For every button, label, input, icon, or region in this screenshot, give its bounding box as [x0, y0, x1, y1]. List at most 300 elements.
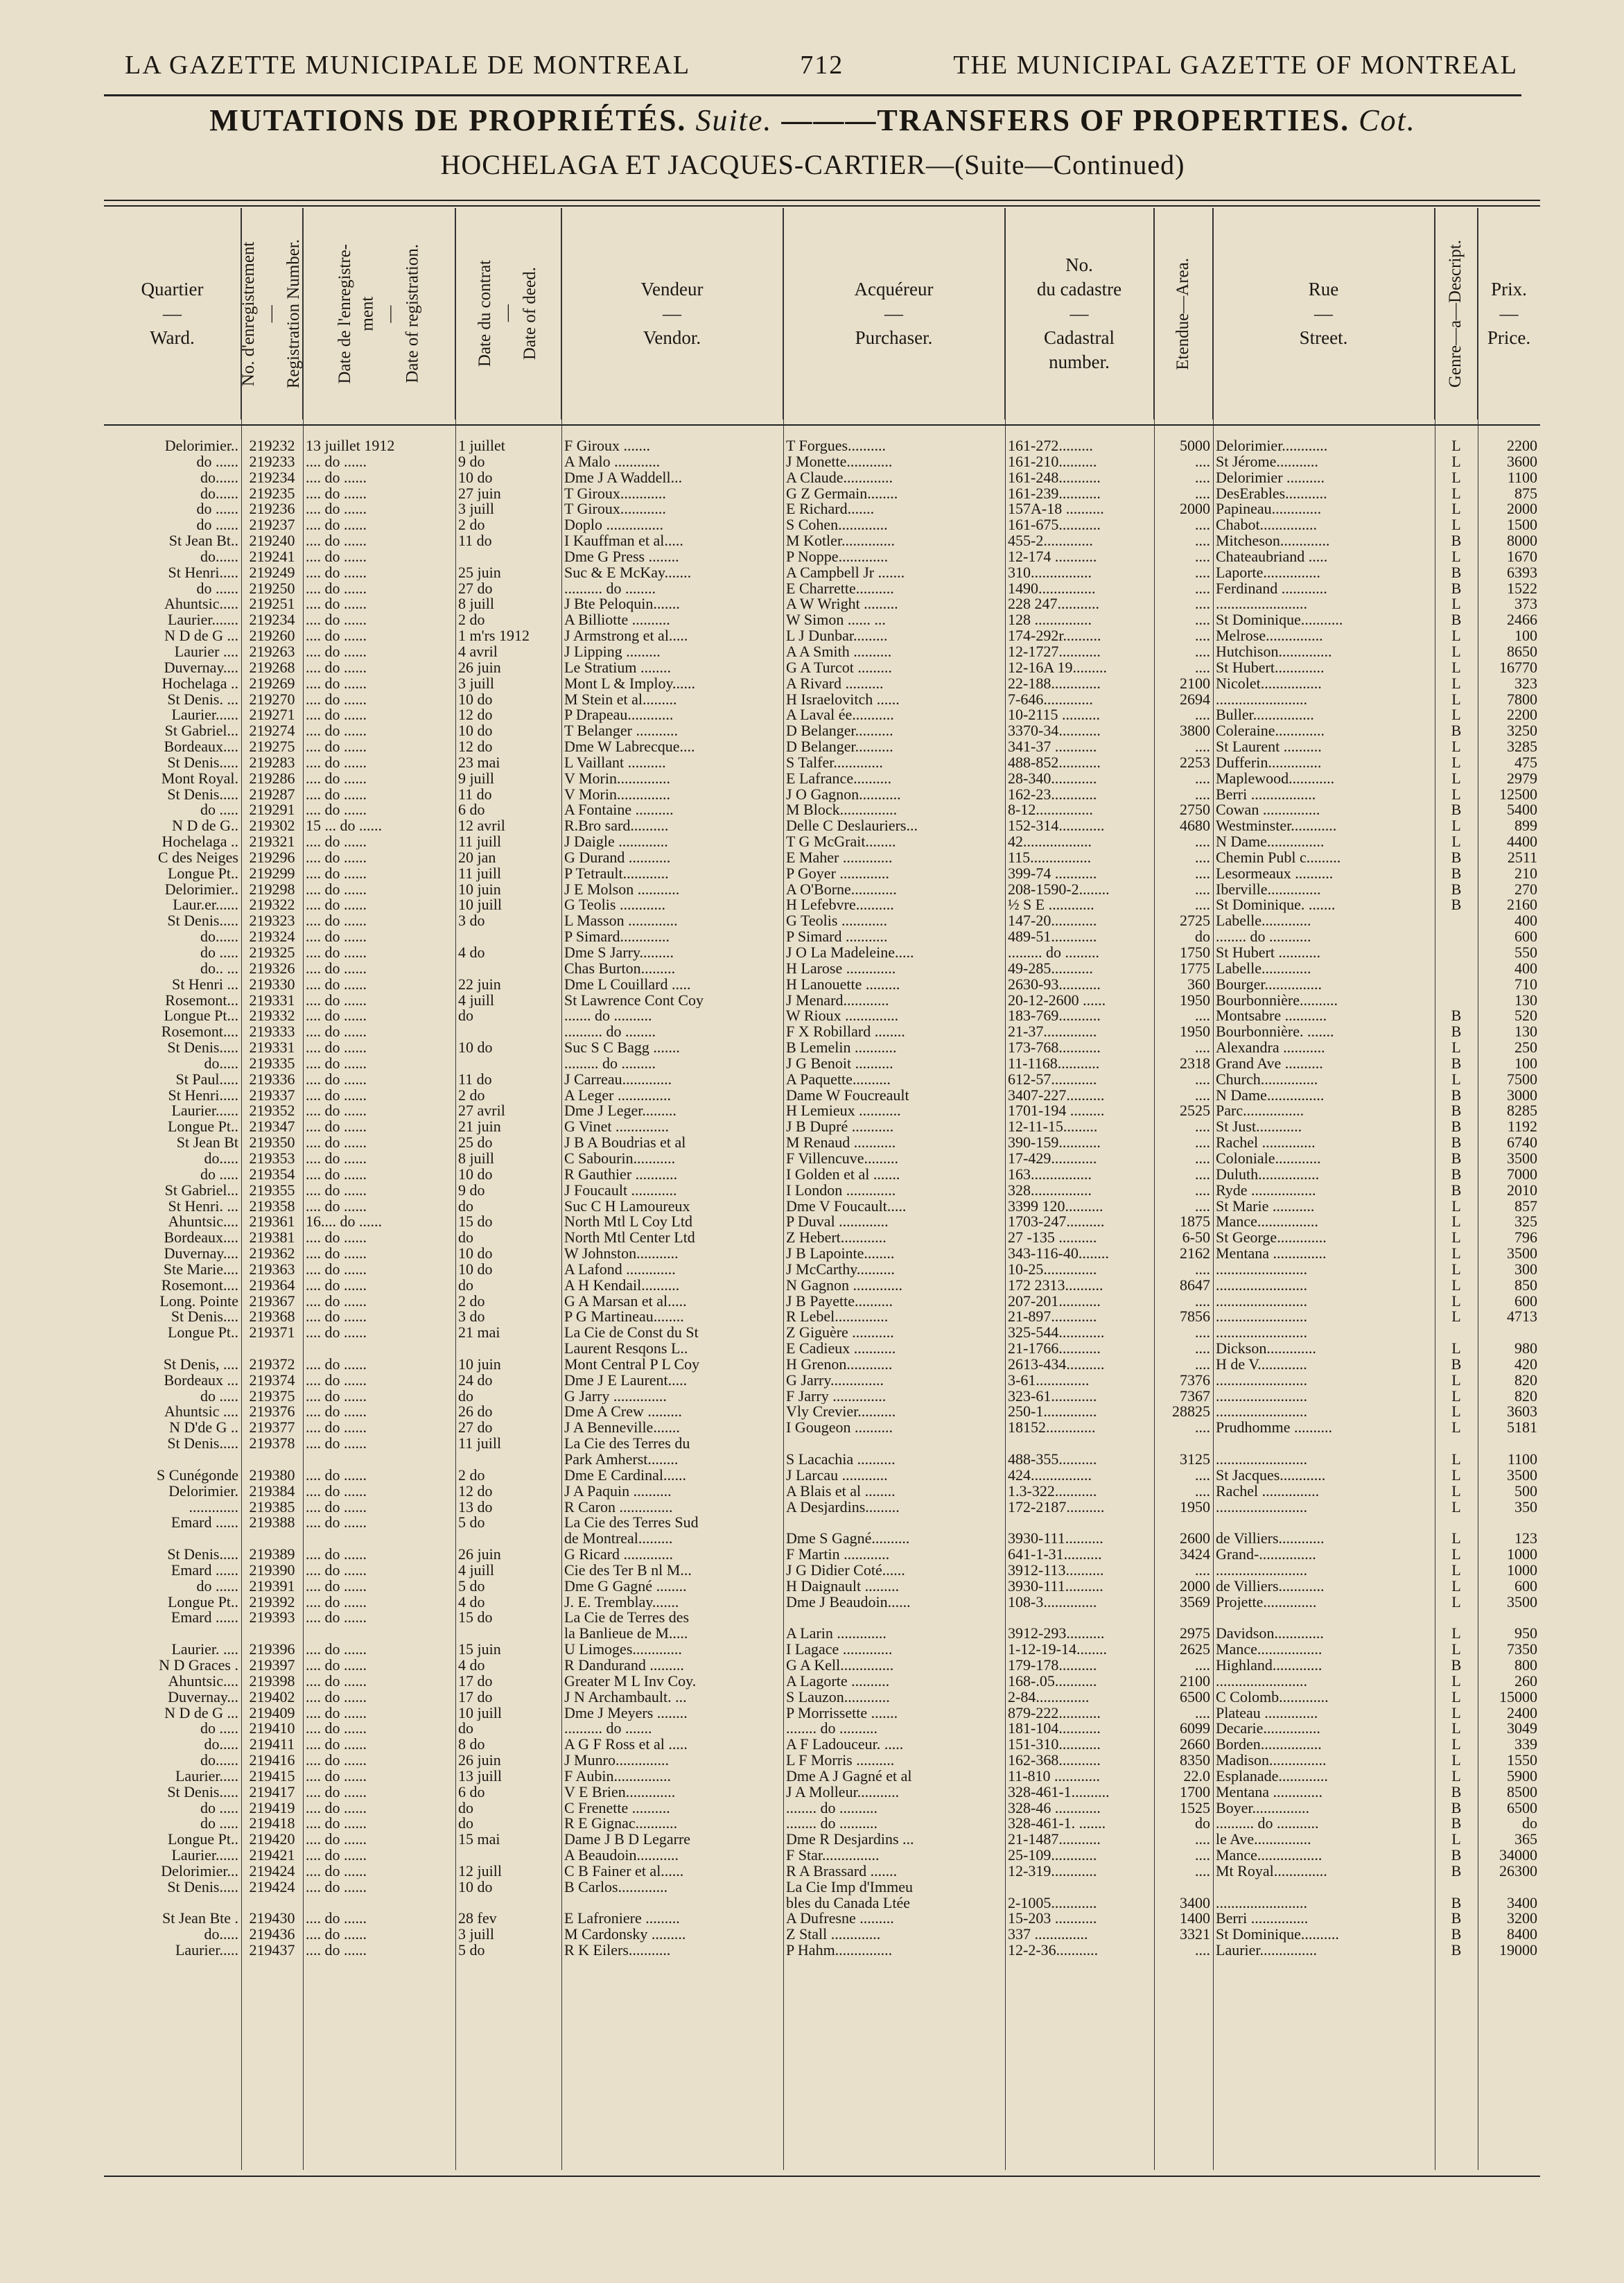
- cell-deeddate: 3 juill: [458, 675, 494, 692]
- cell-vendor: I Kauffman et al.....: [564, 533, 683, 549]
- cell-cadastral: 390-159...........: [1008, 1135, 1101, 1151]
- cell-reg: 219416: [249, 1753, 295, 1769]
- cell-reg: 219350: [249, 1135, 295, 1151]
- cell-vendor: Dme J E Laurent.....: [564, 1372, 688, 1389]
- cell-ward: do.....: [204, 1737, 238, 1753]
- column-header-area: Etendue—Area.: [1154, 208, 1213, 419]
- cell-street: Montsabre ...........: [1216, 1008, 1327, 1025]
- cell-deeddate: 11 juill: [458, 1436, 502, 1452]
- table-bottom-rule: [104, 2176, 1540, 2177]
- cell-cadastral: 228 247...........: [1008, 596, 1099, 613]
- cell-price: 3200: [1507, 1911, 1537, 1927]
- table-row: [104, 1642, 1540, 1658]
- cell-purchaser: Dme A J Gagné et al: [786, 1768, 912, 1785]
- cell-regdate: .... do ......: [306, 1309, 367, 1326]
- cell-street: Melrose...............: [1216, 628, 1323, 644]
- cell-genre: L: [1451, 628, 1461, 644]
- cell-vendor: J N Archambault. ...: [564, 1689, 687, 1705]
- cell-deeddate: 4 do: [458, 945, 485, 961]
- cell-deeddate: 10 do: [458, 1246, 493, 1262]
- cell-cadastral: 8-12...............: [1008, 802, 1093, 819]
- cell-area: ....: [1195, 1071, 1210, 1088]
- cell-reg: 219398: [249, 1673, 295, 1690]
- table-row: [104, 1800, 1540, 1816]
- cell-cadastral: 11-1168...........: [1008, 1055, 1100, 1072]
- cell-genre: B: [1451, 1863, 1462, 1880]
- table-row: [104, 818, 1540, 834]
- cell-vendor: .......... do ........: [564, 580, 656, 597]
- cell-ward: St Gabriel...: [164, 723, 238, 740]
- cell-ward: do .....: [200, 1800, 238, 1816]
- cell-reg: 219240: [249, 533, 295, 549]
- cell-reg: 219233: [249, 453, 295, 470]
- cell-deeddate: 26 juin: [458, 659, 501, 676]
- cell-street: ........................: [1216, 1404, 1307, 1421]
- cell-vendor: A Billiotte ..........: [564, 612, 670, 629]
- cell-street: Highland.............: [1216, 1657, 1322, 1674]
- cell-reg: 219330: [249, 976, 295, 993]
- cell-ward: do .....: [200, 1721, 238, 1737]
- cell-street: ........................: [1216, 596, 1307, 613]
- cell-price: 710: [1514, 976, 1537, 993]
- cell-deeddate: 10 do: [458, 1166, 493, 1183]
- cell-regdate: .... do ......: [306, 1721, 367, 1737]
- cell-regdate: .... do ......: [306, 1246, 367, 1262]
- cell-cadastral: 162-368...........: [1008, 1753, 1101, 1769]
- cell-street: Laporte...............: [1216, 564, 1320, 581]
- table-row: [104, 1484, 1540, 1500]
- table-row: [104, 850, 1540, 866]
- cell-deeddate: 9 do: [458, 453, 485, 470]
- table-row: [104, 1626, 1540, 1642]
- cell-regdate: .... do ......: [306, 1499, 367, 1516]
- table-row: [104, 1563, 1540, 1579]
- cell-deeddate: do: [458, 1008, 473, 1025]
- cell-deeddate: 2 do: [458, 1087, 485, 1104]
- cell-price: 4713: [1507, 1309, 1537, 1326]
- cell-price: 3500: [1507, 1150, 1537, 1167]
- table-top-rule-2: [104, 205, 1540, 207]
- cell-regdate: .... do ......: [306, 485, 367, 502]
- cell-genre: L: [1451, 1040, 1461, 1056]
- cell-street: Dufferin..............: [1216, 754, 1322, 771]
- cell-cadastral: 488-852...........: [1008, 754, 1101, 771]
- cell-street: St George.............: [1216, 1230, 1327, 1247]
- cell-ward: Rosemont...: [165, 992, 238, 1009]
- cell-deeddate: do: [458, 1800, 473, 1816]
- cell-regdate: .... do ......: [306, 1436, 367, 1452]
- cell-genre: L: [1451, 1721, 1461, 1737]
- cell-ward: Rosemont....: [161, 1277, 238, 1294]
- cell-regdate: .... do ......: [306, 945, 367, 961]
- cell-cadastral: 328-461-1..........: [1008, 1784, 1110, 1800]
- cell-street: St Jérome...........: [1216, 453, 1318, 470]
- cell-ward: St Denis. ...: [167, 691, 238, 708]
- cell-vendor: Dme W Labrecque....: [564, 739, 695, 755]
- cell-regdate: .... do ......: [306, 628, 367, 644]
- cell-area: 2694: [1180, 691, 1210, 708]
- cell-price: 600: [1514, 1293, 1537, 1310]
- cell-street: Mitcheson.............: [1216, 533, 1330, 549]
- cell-area: ....: [1195, 612, 1210, 629]
- cell-regdate: .... do ......: [306, 897, 367, 914]
- cell-ward: do ......: [196, 517, 238, 534]
- cell-cadastral: 2-84..............: [1008, 1689, 1090, 1705]
- cell-reg: 219232: [249, 438, 295, 454]
- cell-deeddate: 27 avril: [458, 1103, 505, 1120]
- cell-deeddate: 3 do: [458, 1309, 485, 1326]
- cell-price: 323: [1514, 675, 1537, 692]
- cell-vendor: Dme G Gagné ........: [564, 1578, 687, 1595]
- table-row: [104, 1737, 1540, 1753]
- cell-genre: L: [1451, 1531, 1461, 1547]
- cell-regdate: 15 ... do ......: [306, 818, 382, 835]
- cell-purchaser: I Lagace .............: [786, 1642, 893, 1658]
- cell-genre: L: [1451, 1420, 1461, 1436]
- cell-area: 3424: [1180, 1547, 1210, 1563]
- cell-street: Mance.................: [1216, 1848, 1322, 1864]
- cell-area: 3569: [1180, 1594, 1210, 1611]
- cell-area: 2253: [1180, 754, 1210, 771]
- table-row: [104, 1452, 1540, 1468]
- cell-reg: 219375: [249, 1388, 295, 1405]
- cell-deeddate: 27 juin: [458, 485, 501, 502]
- cell-cadastral: 161-272.........: [1008, 438, 1093, 454]
- cell-street: Church...............: [1216, 1071, 1318, 1088]
- cell-area: do: [1195, 1816, 1210, 1832]
- cell-deeddate: 11 do: [458, 533, 492, 549]
- cell-cadastral: 310................: [1008, 564, 1092, 581]
- table-row: [104, 1721, 1540, 1737]
- cell-genre: B: [1451, 1848, 1462, 1864]
- cell-purchaser: J O Gagnon...........: [786, 786, 901, 803]
- table-row: [104, 1769, 1540, 1785]
- cell-deeddate: 28 fev: [458, 1911, 497, 1927]
- cell-vendor: La Cie de Terres des: [564, 1610, 690, 1626]
- cell-cadastral: 455-2.............: [1008, 533, 1093, 549]
- cell-ward: St Denis....: [171, 1309, 238, 1326]
- cell-street: Borden................: [1216, 1737, 1322, 1753]
- cell-street: Maplewood............: [1216, 770, 1335, 787]
- cell-deeddate: 15 mai: [458, 1832, 500, 1848]
- cell-regdate: .... do ......: [306, 1753, 367, 1769]
- cell-street: Mt Royal..............: [1216, 1863, 1327, 1880]
- cell-price: 365: [1514, 1832, 1537, 1848]
- cell-area: ....: [1195, 786, 1210, 803]
- cell-area: ....: [1195, 1293, 1210, 1310]
- cell-regdate: 16.... do ......: [306, 1214, 382, 1231]
- cell-genre: L: [1451, 1626, 1461, 1642]
- cell-regdate: .... do ......: [306, 1768, 367, 1785]
- cell-area: 3400: [1180, 1895, 1210, 1911]
- cell-vendor: North Mtl L Coy Ltd: [564, 1214, 692, 1231]
- cell-purchaser: D Belanger..........: [786, 739, 893, 755]
- table-row: [104, 517, 1540, 533]
- cell-price: 8285: [1507, 1103, 1537, 1120]
- cell-reg: 219381: [249, 1230, 295, 1247]
- table-row: [104, 1325, 1540, 1341]
- cell-street: .......... do ...........: [1216, 1816, 1319, 1832]
- cell-reg: 219269: [249, 675, 295, 692]
- cell-regdate: .... do ......: [306, 834, 367, 850]
- cell-purchaser: H Grenon............: [786, 1356, 893, 1373]
- cell-purchaser: J G Benoit ..........: [786, 1055, 893, 1072]
- cell-ward: St Denis.....: [167, 1784, 238, 1800]
- cell-area: do: [1195, 929, 1210, 945]
- cell-deeddate: 8 juill: [458, 1150, 494, 1167]
- cell-reg: 219251: [249, 596, 295, 613]
- cell-purchaser: J O La Madeleine.....: [786, 945, 914, 961]
- cell-street: Bourbonnière..........: [1216, 992, 1338, 1009]
- cell-street: C Colomb.............: [1216, 1689, 1329, 1705]
- cell-ward: N D Graces .: [159, 1657, 238, 1674]
- cell-regdate: .... do ......: [306, 1071, 367, 1088]
- cell-regdate: .... do ......: [306, 659, 367, 676]
- cell-purchaser: F X Robillard ........: [786, 1024, 905, 1041]
- cell-purchaser: Z Giguère ...........: [786, 1325, 894, 1342]
- cell-ward: do......: [200, 548, 238, 565]
- cell-vendor: J Bte Peloquin.......: [564, 596, 680, 613]
- cell-deeddate: 27 do: [458, 580, 493, 597]
- cell-deeddate: 5 do: [458, 1578, 485, 1595]
- cell-cadastral: 424................: [1008, 1467, 1092, 1484]
- cell-genre: L: [1451, 438, 1461, 454]
- table-row: [104, 1389, 1540, 1405]
- cell-street: Berri .................: [1216, 786, 1316, 803]
- cell-regdate: .... do ......: [306, 1119, 367, 1136]
- cell-vendor: J Foucault ............: [564, 1182, 677, 1199]
- cell-purchaser: F Martin ............: [786, 1547, 890, 1563]
- table-row: [104, 1373, 1540, 1389]
- table-row: [104, 486, 1540, 502]
- cell-cadastral: 12-11-15.........: [1008, 1119, 1098, 1136]
- cell-cadastral: 21-37..............: [1008, 1024, 1097, 1041]
- cell-vendor: Dme G Press ........: [564, 548, 679, 565]
- cell-cadastral: 181-104...........: [1008, 1721, 1101, 1737]
- cell-area: ....: [1195, 1943, 1210, 1959]
- cell-vendor: Mont Central P L Coy: [564, 1356, 700, 1373]
- cell-reg: 219250: [249, 580, 295, 597]
- cell-genre: B: [1451, 1816, 1462, 1832]
- cell-regdate: .... do ......: [306, 1198, 367, 1215]
- cell-area: 1950: [1180, 1499, 1210, 1516]
- cell-vendor: F Aubin...............: [564, 1768, 672, 1785]
- table-row: [104, 612, 1540, 628]
- cell-vendor: ....... do ..........: [564, 1008, 652, 1025]
- table-row: [104, 739, 1540, 755]
- cell-genre: L: [1451, 1277, 1461, 1294]
- cell-reg: 219322: [249, 897, 295, 914]
- cell-cadastral: 161-210..........: [1008, 453, 1097, 470]
- cell-reg: 219377: [249, 1420, 295, 1436]
- cell-price: 475: [1514, 754, 1537, 771]
- cell-area: 7856: [1180, 1309, 1210, 1326]
- cell-genre: B: [1451, 1166, 1462, 1183]
- table-row: [104, 1056, 1540, 1072]
- cell-area: ....: [1195, 1150, 1210, 1167]
- cell-purchaser: S Talfer.............: [786, 754, 883, 771]
- cell-deeddate: 2 do: [458, 1467, 485, 1484]
- cell-reg: 219362: [249, 1246, 295, 1262]
- cell-reg: 219421: [249, 1848, 295, 1864]
- cell-regdate: .... do ......: [306, 754, 367, 771]
- cell-street: Bourbonnière. .......: [1216, 1024, 1334, 1041]
- cell-vendor: P Drapeau............: [564, 707, 674, 724]
- table-row: [104, 1183, 1540, 1199]
- cell-deeddate: 11 do: [458, 1071, 492, 1088]
- cell-cadastral: 17-429............: [1008, 1150, 1097, 1167]
- cell-street: St Dominique...........: [1216, 612, 1343, 629]
- cell-deeddate: 9 do: [458, 1182, 485, 1199]
- cell-reg: 219335: [249, 1055, 295, 1072]
- cell-area: ....: [1195, 1341, 1210, 1357]
- cell-regdate: .... do ......: [306, 1356, 367, 1373]
- cell-area: ....: [1195, 485, 1210, 502]
- cell-cadastral: 1-12-19-14........: [1008, 1642, 1107, 1658]
- cell-regdate: .... do ......: [306, 1800, 367, 1816]
- cell-area: 7376: [1180, 1372, 1210, 1389]
- table-row: [104, 1357, 1540, 1373]
- cell-price: 1670: [1507, 548, 1537, 565]
- cell-regdate: .... do ......: [306, 865, 367, 882]
- cell-street: ........................: [1216, 1261, 1307, 1278]
- cell-area: 3800: [1180, 723, 1210, 740]
- cell-reg: 219333: [249, 1024, 295, 1041]
- cell-cadastral: 42..................: [1008, 834, 1092, 850]
- cell-genre: B: [1451, 1008, 1462, 1025]
- cell-street: N Dame...............: [1216, 1087, 1325, 1104]
- header-rule: [104, 94, 1521, 96]
- cell-purchaser: P Simard ...........: [786, 929, 888, 945]
- cell-street: Mance................: [1216, 1214, 1318, 1231]
- cell-vendor: J Armstrong et al.....: [564, 628, 688, 644]
- cell-cadastral: 3-61..............: [1008, 1372, 1090, 1389]
- cell-purchaser: P Duval .............: [786, 1214, 889, 1231]
- cell-deeddate: 8 juill: [458, 596, 494, 613]
- cell-vendor: A G F Ross et al .....: [564, 1737, 688, 1753]
- cell-ward: N D'de G ..: [169, 1420, 238, 1436]
- cell-reg: 219283: [249, 754, 295, 771]
- cell-street: Papineau.............: [1216, 501, 1322, 518]
- cell-regdate: .... do ......: [306, 533, 367, 549]
- cell-cadastral: 128 ...............: [1008, 612, 1092, 629]
- cell-street: St Marie ...........: [1216, 1198, 1315, 1215]
- cell-price: 1500: [1507, 517, 1537, 534]
- cell-deeddate: 8 do: [458, 1737, 485, 1753]
- cell-reg: 219336: [249, 1071, 295, 1088]
- cell-reg: 219411: [249, 1737, 295, 1753]
- cell-regdate: .... do ......: [306, 849, 367, 866]
- cell-cadastral: 12-174 ...........: [1008, 548, 1097, 565]
- cell-price: 3250: [1507, 723, 1537, 740]
- cell-regdate: .... do ......: [306, 1657, 367, 1674]
- cell-vendor: F Giroux .......: [564, 438, 651, 454]
- header-left: LA GAZETTE MUNICIPALE DE MONTREAL: [125, 51, 691, 80]
- cell-cadastral: 2630-93...........: [1008, 976, 1101, 993]
- cell-purchaser: W Simon ...... ...: [786, 612, 886, 629]
- cell-area: 1700: [1180, 1784, 1210, 1800]
- cell-vendor: Dme J Meyers ........: [564, 1705, 688, 1721]
- cell-cadastral: 12-1727...........: [1008, 643, 1101, 660]
- cell-genre: L: [1451, 548, 1461, 565]
- cell-deeddate: 5 do: [458, 1515, 485, 1531]
- cell-deeddate: 10 do: [458, 1261, 493, 1278]
- cell-street: de Villiers............: [1216, 1531, 1325, 1547]
- cell-street: Chateaubriand .....: [1216, 548, 1328, 565]
- cell-vendor: La Cie des Terres du: [564, 1436, 690, 1452]
- cell-price: 15000: [1499, 1689, 1537, 1705]
- cell-regdate: .... do ......: [306, 1610, 367, 1626]
- cell-purchaser: A A Smith ..........: [786, 643, 892, 660]
- cell-reg: 219391: [249, 1578, 295, 1595]
- cell-genre: L: [1451, 1578, 1461, 1595]
- cell-street: Bourger...............: [1216, 976, 1322, 993]
- cell-reg: 219430: [249, 1911, 295, 1927]
- cell-genre: B: [1451, 881, 1462, 898]
- cell-purchaser: I London .............: [786, 1182, 896, 1199]
- cell-vendor: A Fontaine ..........: [564, 802, 674, 819]
- cell-price: 130: [1514, 1024, 1537, 1041]
- cell-regdate: .... do ......: [306, 1879, 367, 1895]
- table-row: [104, 533, 1540, 549]
- cell-ward: do......: [200, 469, 238, 486]
- table-row: [104, 755, 1540, 771]
- table-row: [104, 676, 1540, 692]
- cell-reg: 219371: [249, 1325, 295, 1342]
- cell-vendor: La Cie des Terres Sud: [564, 1515, 699, 1531]
- cell-ward: St Denis.....: [167, 1040, 238, 1056]
- table-row: [104, 1547, 1540, 1563]
- cell-cadastral: 179-178..........: [1008, 1657, 1097, 1674]
- cell-price: 300: [1514, 1261, 1537, 1278]
- cell-genre: B: [1451, 1927, 1462, 1943]
- cell-area: 1950: [1180, 992, 1210, 1009]
- cell-reg: 219410: [249, 1721, 295, 1737]
- cell-price: 420: [1514, 1356, 1537, 1373]
- cell-vendor: R.Bro sard..........: [564, 818, 669, 835]
- cell-ward: Ahuntsic....: [168, 1214, 238, 1231]
- cell-reg: 219331: [249, 992, 295, 1009]
- table-row: [104, 1832, 1540, 1848]
- cell-vendor: Dame J B D Legarre: [564, 1832, 691, 1848]
- page-number: 712: [800, 51, 844, 80]
- cell-area: 28825: [1172, 1404, 1210, 1421]
- cell-genre: L: [1451, 1547, 1461, 1563]
- cell-purchaser: A O'Borne............: [786, 881, 897, 898]
- cell-ward: St Jean Bte .: [162, 1911, 238, 1927]
- cell-street: ........................: [1216, 1452, 1307, 1468]
- cell-genre: L: [1451, 1499, 1461, 1516]
- cell-genre: L: [1451, 1832, 1461, 1848]
- cell-deeddate: 3 juill: [458, 501, 494, 518]
- cell-area: ....: [1195, 1483, 1210, 1500]
- cell-genre: L: [1451, 1261, 1461, 1278]
- cell-street: Boyer...............: [1216, 1800, 1310, 1816]
- cell-ward: do ......: [196, 453, 238, 470]
- cell-purchaser: S Lauzon............: [786, 1689, 890, 1705]
- cell-regdate: .... do ......: [306, 1404, 367, 1421]
- cell-street: ........................: [1216, 1293, 1307, 1310]
- cell-deeddate: 25 juin: [458, 564, 501, 581]
- cell-purchaser: ........ do ..........: [786, 1800, 878, 1816]
- cell-street: St Dominique..........: [1216, 1927, 1339, 1943]
- cell-cadastral: 343-116-40........: [1008, 1246, 1109, 1262]
- cell-purchaser: L F Morris ..........: [786, 1753, 895, 1769]
- cell-ward: Laur.er......: [173, 897, 238, 914]
- cell-area: 3321: [1180, 1927, 1210, 1943]
- cell-reg: 219236: [249, 501, 295, 518]
- table-row: [104, 1753, 1540, 1769]
